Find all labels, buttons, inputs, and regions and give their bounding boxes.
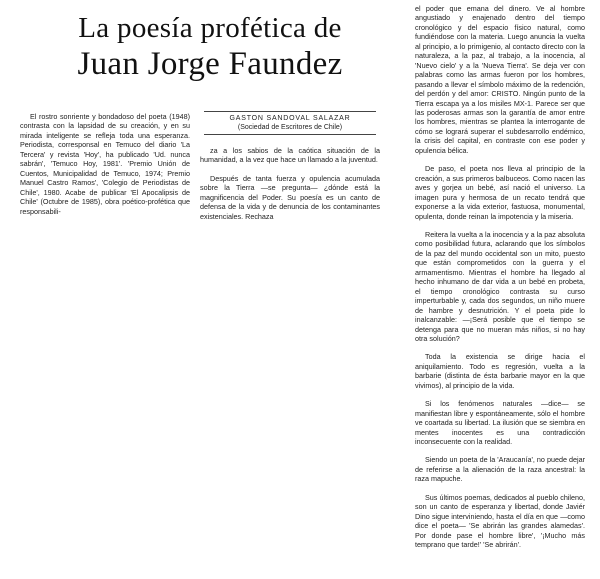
paragraph: Toda la existencia se dirige hacia el aniquilamiento. Todo es regresión, vuelta a la barbarie (distinta de ésta barbarie mayor en la que vivimos), al principio de la vida. [415, 352, 585, 390]
paragraph: za a los sabios de la caótica situación de la humanidad, a la vez que hace un llamado a la juventud. [200, 146, 380, 165]
byline-rule-bottom [204, 134, 376, 135]
byline-organization: (Sociedad de Escritores de Chile) [237, 124, 343, 131]
article-column-3 [415, 4, 585, 574]
paragraph: El rostro sonriente y bondadoso del poeta (1948) contrasta con la lapsidad de su creación, y en su mirada inteligente se refleja toda una esperanza. Periodista, corresponsal en Temuco del diario 'La Tercera' y revista 'Hoy', ha publicado 'Ud. nunca sabrán', 'Temuco Hoy, 1981'. 'Premio Unión de Cuentos, Municipalidad de Temuco, 1974; Premio Manuel Castro Ramos', 'Colegio de Periodistas de Chile', 1980. Acabe de publicar 'El Apocalipsis de Chile' (Octubre de 1985), obra poético-profética que responsabili- [20, 112, 190, 216]
paragraph: Siendo un poeta de la 'Araucanía', no puede dejar de referirse a la alienación de la raza ancestral: la raza mapuche. [415, 455, 585, 484]
paragraph: Después de tanta fuerza y opulencia acumulada sobre la Tierra —se pregunta— ¿dónde está la magnificencia del Poder. Su poesía es un canto de defensa de la vida y de denuncia de los contaminantes existenciales. Rechaza [200, 173, 380, 221]
headline-line-1: La poesía profética de [78, 12, 342, 44]
paragraph: el poder que emana del dinero. Ve al hombre angustiado y enajenado dentro del tiempo cronológico y del espacio físico natural, como fundiéndose con la materia. Luego anuncia la vuelta al principio, a lo primigenio, al contacto directo con la naturaleza, a la paz, al trabajo, a la inocencia, al 'Nuevo cielo' y a la 'Nueva Tierra'. Se deja ver con palabras como las armas fueron por los hombres, pasando a llevar el símbolo máximo de la redención, del perdón y del amor: CRISTO. Ningún punto de la Tierra escapa ya a los misiles MX-1. Parece ser que las poderosas armas son la garantía de amor entre los hombres, mientras se plantea la interrogante de cómo se logrará superar el subdesarrollo endémico, la crisis del capital, en contraste con ese poder y opulencia bélica. [415, 4, 585, 155]
paragraph: De paso, el poeta nos lleva al principio de la creación, a sus primeros balbuceos. Como nacen las aves y gorjea un bebé, así nació el universo. La imagen pura y hermosa de un recato tendrá que exponerse a la vida exterior, fastuosa, monumental, opulenta, donde reinan la impotencia y la miseria. [415, 164, 585, 221]
paragraph: Sus últimos poemas, dedicados al pueblo chileno, son un canto de esperanza y libertad, donde Javiér Dino sigue interviniendo, hasta el día en que —como dice el poeta— 'Se abrirán las grandes alamedas'. Por donde pase el hombre libre', '¡Mucho más temprano que tarde!' 'Se abrirán'. [415, 492, 585, 550]
paragraph: Si los fenómenos naturales —dice— se manifiestan libre y espontáneamente, sólo el hombre ve coartada su libertad. La ilusión que se siembra en mentes inocentes es una contradicción inconsecuente con la realidad. [415, 399, 585, 447]
byline [200, 111, 380, 135]
byline-author: GASTON SANDOVAL SALAZAR [229, 115, 351, 122]
byline-rule-top [204, 111, 376, 112]
article-column-1 [20, 112, 190, 220]
article-column-2 [200, 146, 380, 221]
article-headline [40, 12, 380, 83]
headline-line-2: Juan Jorge Faundez [77, 46, 343, 82]
paragraph: Reitera la vuelta a la inocencia y a la paz absoluta como posibilidad futura, aclarando que los símbolos de la paz del mundo occidental son un mito, puesto que están comprometidos con la guerra y el armamentismo. Mientras el hombre ha llegado al hecho inhumano de dar vida a un bebé en probeta, el tiempo cronológico contrasta su curso imperturbable y, cada dos segundos, un niño muere de hambre y desnutrición. Y el poeta pide lo inalcanzable: —¡Será posible que el tiempo se detenga para que no mueran más niños, si no hay otra solución? [415, 229, 585, 343]
